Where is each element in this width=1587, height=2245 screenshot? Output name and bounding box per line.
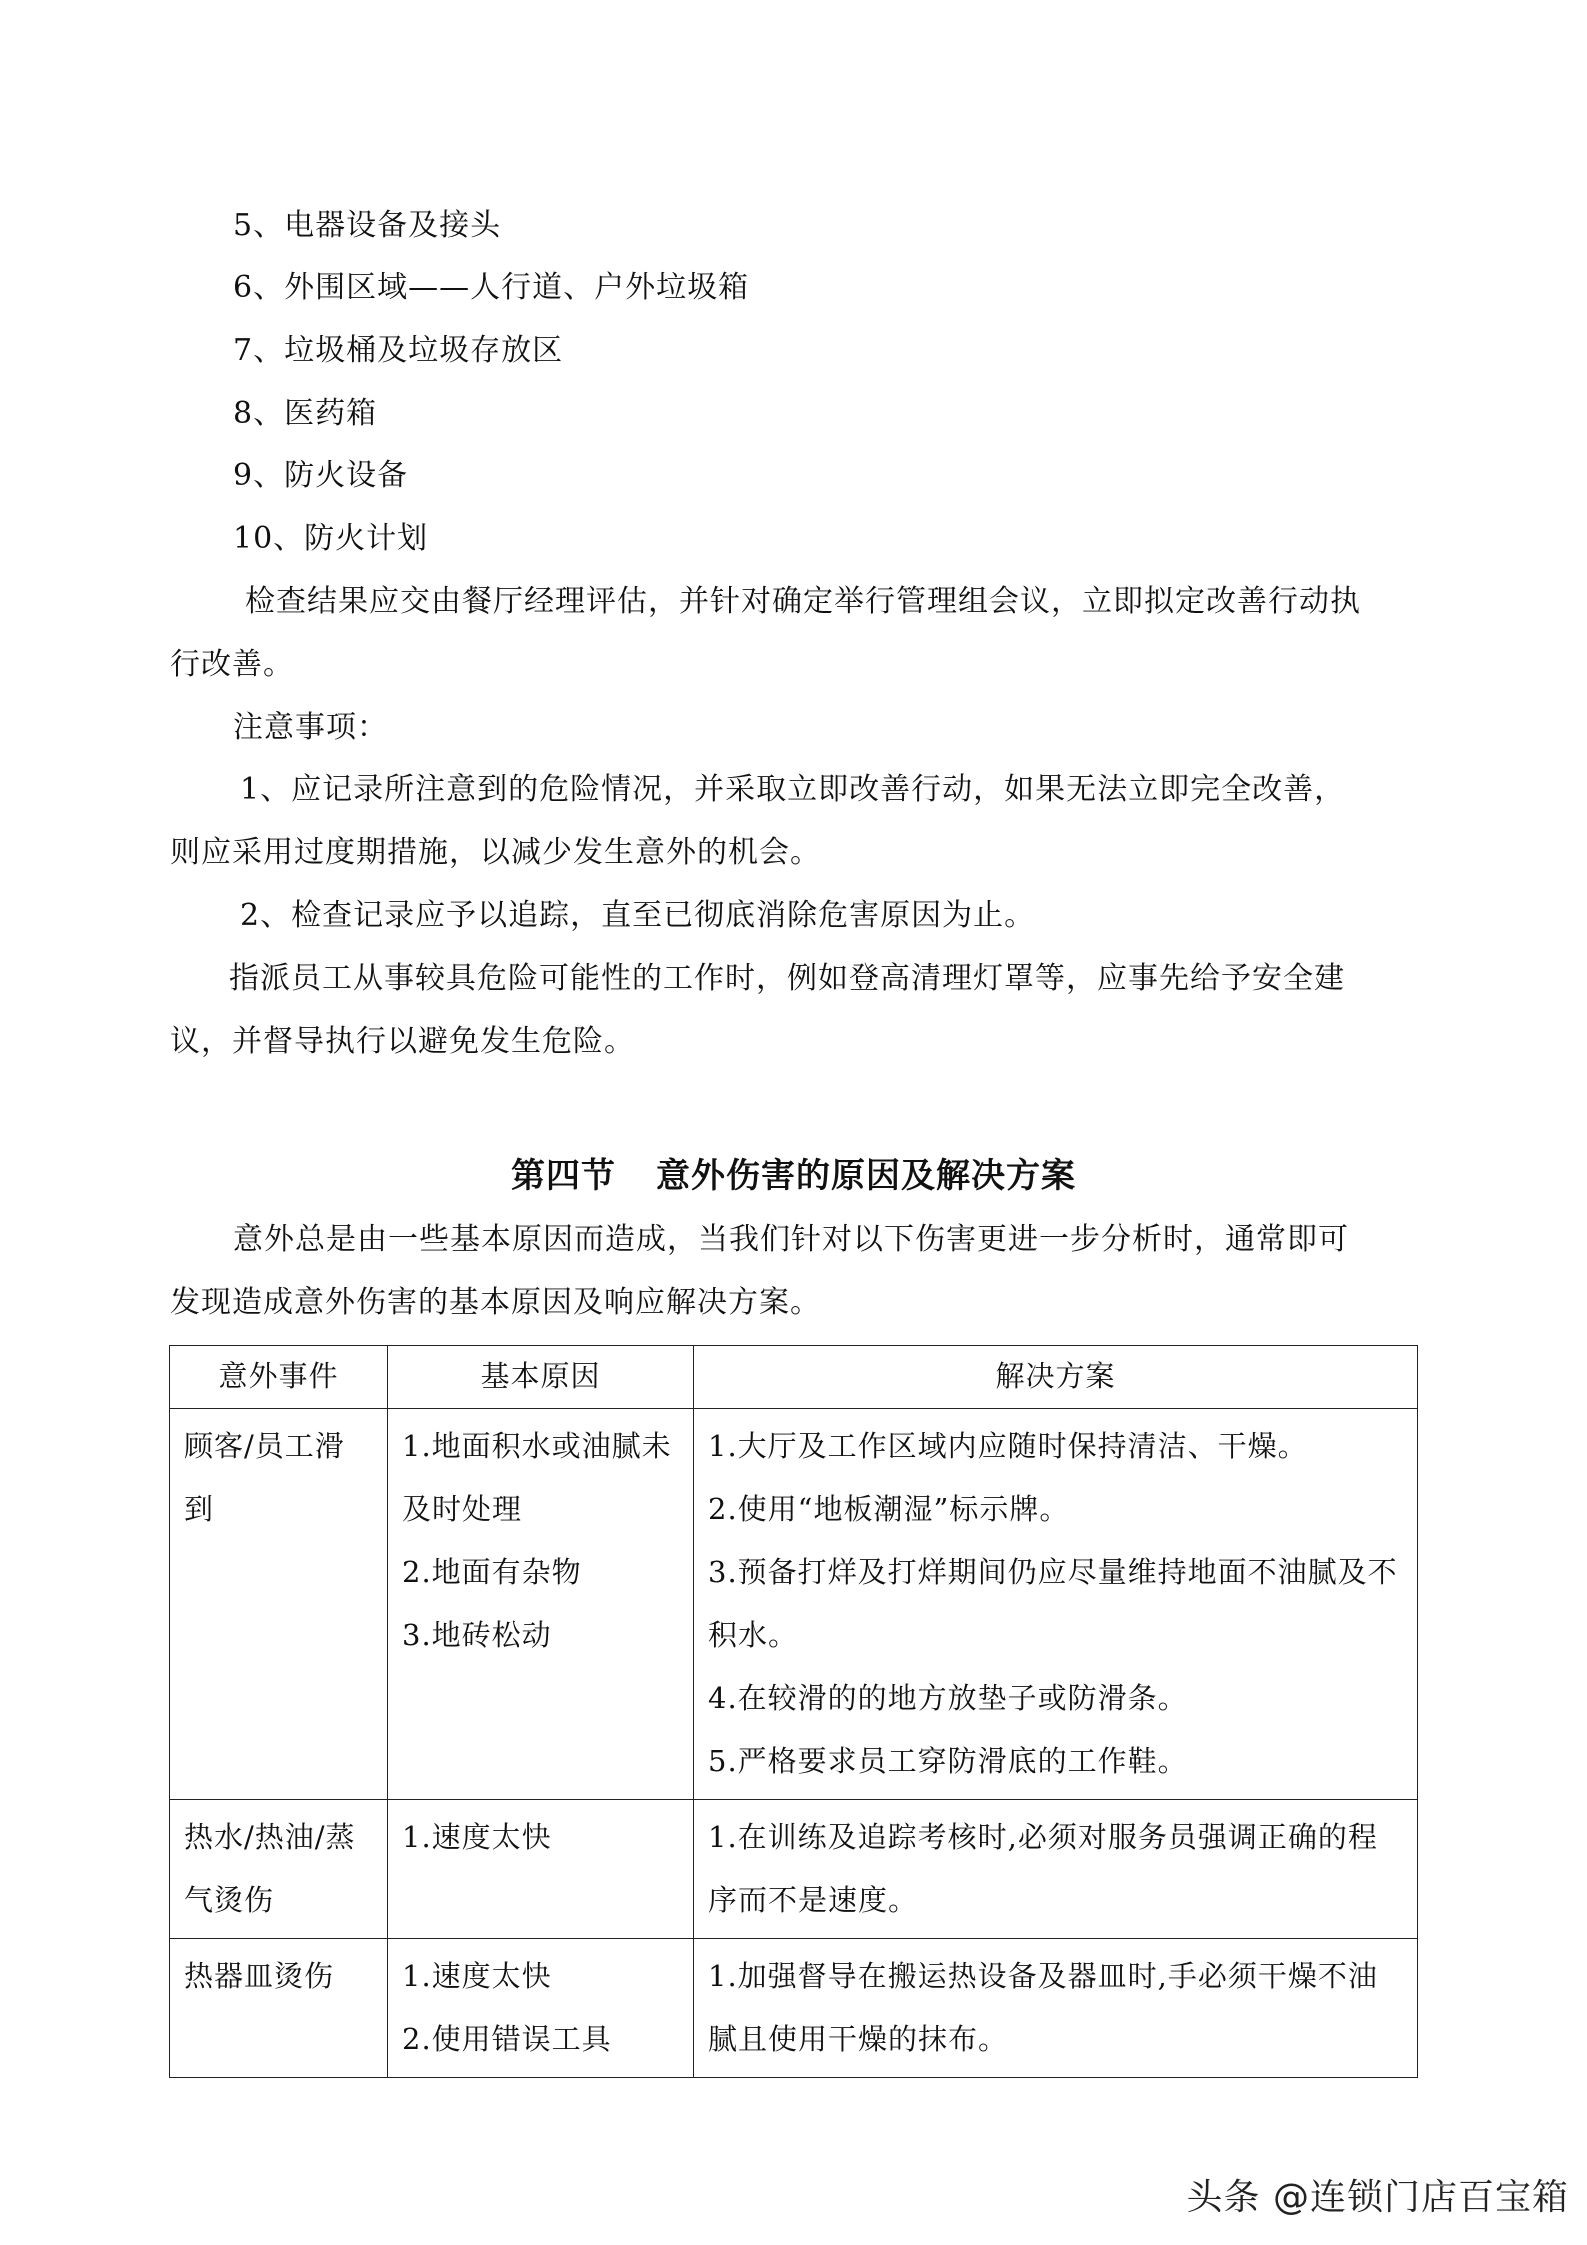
cause-item: 2.使用错误工具: [402, 2022, 612, 2056]
event-cell: 热水/热油/蒸气烫伤: [170, 1800, 388, 1939]
list-item: 6、外围区域——人行道、户外垃圾箱: [233, 270, 750, 305]
note-line: 1、应记录所注意到的危险情况，并采取立即改善行动，如果无法立即完全改善，: [240, 772, 1346, 807]
section-number: 第四节: [511, 1156, 616, 1196]
solution-item: 1.大厅及工作区域内应随时保持清洁、干燥。: [708, 1429, 1308, 1463]
solution-item: 1.加强督导在搬运热设备及器皿时,手必须干燥不油腻且使用干燥的抹布。: [708, 1959, 1378, 2056]
table-row: [170, 1409, 1418, 1800]
solution-item: 1.在训练及追踪考核时,必须对服务员强调正确的程序而不是速度。: [708, 1820, 1378, 1917]
paragraph-line: 指派员工从事较具危险可能性的工作时，例如登高清理灯罩等，应事先给予安全建: [229, 961, 1345, 996]
list-item: 5、电器设备及接头: [233, 208, 502, 243]
cause-item: 1.速度太快: [402, 1820, 552, 1854]
list-item: 8、医药箱: [233, 396, 378, 431]
cause-cell: [388, 1409, 694, 1800]
cause-item: 2.地面有杂物: [402, 1555, 582, 1589]
event-cell: 热器皿烫伤: [170, 1939, 388, 2078]
solution-item: 4.在较滑的的地方放垫子或防滑条。: [708, 1681, 1188, 1715]
cause-item: 1.速度太快: [402, 1959, 552, 1993]
list-item: 9、防火设备: [233, 458, 409, 493]
header-cause: 基本原因: [388, 1346, 694, 1409]
table-row: [170, 1800, 1418, 1939]
cause-item: 3.地砖松动: [402, 1618, 552, 1652]
table-row: [170, 1939, 1418, 2078]
solution-cell: [694, 1939, 1418, 2078]
accident-table: [169, 1345, 1418, 2078]
paragraph-line: 意外总是由一些基本原因而造成，当我们针对以下伤害更进一步分析时，通常即可: [233, 1222, 1349, 1257]
watermark: 头条 @连锁门店百宝箱: [1186, 2177, 1569, 2218]
note-line: 2、检查记录应予以追踪，直至已彻底消除危害原因为止。: [240, 898, 1036, 933]
list-item: 10、防火计划: [233, 521, 429, 556]
paragraph-line: 行改善。: [170, 647, 294, 682]
header-event: 意外事件: [170, 1346, 388, 1409]
paragraph-line: 检查结果应交由餐厅经理评估，并针对确定举行管理组会议，立即拟定改善行动执: [245, 584, 1361, 619]
solution-cell: [694, 1800, 1418, 1939]
solution-item: 3.预备打烊及打烊期间仍应尽量维持地面不油腻及不积水。: [708, 1555, 1398, 1652]
cause-cell: [388, 1800, 694, 1939]
header-solution: 解决方案: [694, 1346, 1418, 1409]
cause-cell: [388, 1939, 694, 2078]
event-cell: 顾客/员工滑到: [170, 1409, 388, 1800]
notes-title: 注意事项：: [233, 710, 388, 745]
paragraph-line: 发现造成意外伤害的基本原因及响应解决方案。: [170, 1285, 821, 1320]
section-heading: [0, 1154, 1587, 1198]
list-item: 7、垃圾桶及垃圾存放区: [233, 333, 564, 368]
solution-cell: [694, 1409, 1418, 1800]
paragraph-line: 议，并督导执行以避免发生危险。: [170, 1024, 635, 1059]
solution-item: 2.使用“地板潮湿”标示牌。: [708, 1492, 1070, 1526]
note-line: 则应采用过度期措施，以减少发生意外的机会。: [170, 835, 821, 870]
cause-item: 1.地面积水或油腻未及时处理: [402, 1429, 672, 1526]
table-header-row: [170, 1346, 1418, 1409]
solution-item: 5.严格要求员工穿防滑底的工作鞋。: [708, 1744, 1188, 1778]
section-title: 意外伤害的原因及解决方案: [656, 1156, 1076, 1196]
